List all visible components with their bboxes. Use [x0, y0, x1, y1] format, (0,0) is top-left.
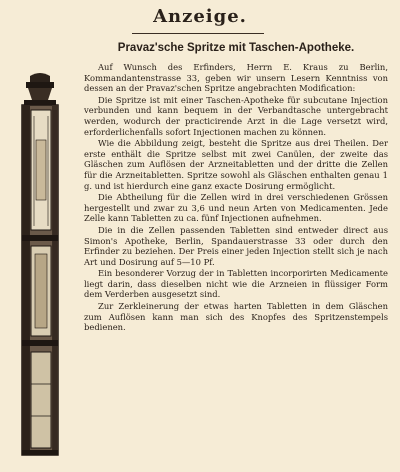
- title-divider: [132, 33, 264, 34]
- article-body: [84, 62, 388, 334]
- paragraph: Zur Zerkleinerung der etwas harten Tabletten in dem Gläschen zum Auflösen kann man sich des Knopfes des Spritzenstempels bedienen.: [84, 301, 388, 333]
- paragraph: Die Abtheilung für die Zellen wird in drei verschiedenen Grössen hergestellt und zwar zu 3,6 und neun Arten von Medicamenten. Jede Zelle kann Tabletten zu ca. fünf Injectionen aufnehmen.: [84, 192, 388, 224]
- paragraph: Wie die Abbildung zeigt, besteht die Spritze aus drei Theilen. Der erste enthält die Spritze selbst mit zwei Canülen, der zweite das Gläschen zum Auflösen der Arzneitabletten und der dritte die Zellen für die Arzneitabletten. Spritze sowohl als Gläschen enthalten genau 1 g. und ist hierdurch eine ganz exacte Dosirung ermöglicht.: [84, 138, 388, 191]
- paragraph: Ein besonderer Vorzug der in Tabletten incorporirten Medicamente liegt darin, dass dieselben nicht wie die Arzneien in flüssiger Form dem Verderben ausgesetzt sind.: [84, 268, 388, 300]
- paragraph: Die in die Zellen passenden Tabletten sind entweder direct aus Simon's Apotheke, Berlin, Spandauerstrasse 33 oder durch den Erfinder zu beziehen. Der Preis einer jeden Injection stellt sich je nach Art und Dosirung auf 5—10 Pf.: [84, 224, 388, 267]
- syringe-knob: [24, 73, 56, 105]
- syringe-illustration: [12, 70, 68, 466]
- paragraph: Die Spritze ist mit einer Taschen-Apotheke für subcutane Injection verbunden und kann bequem in der Verbandtasche untergebracht werden, wodurch der practicirende Arzt in die Lage versetzt wird, erforderlichenfalls sofort Injectionen machen zu können.: [84, 94, 388, 137]
- syringe-body: [22, 105, 58, 455]
- paragraph: Auf Wunsch des Erfinders, Herrn E. Kraus zu Berlin, Kommandantenstrasse 33, geben wir unsern Lesern Kenntniss von dessen an der Pravaz'schen Spritze angebrachten Modification:: [84, 62, 388, 94]
- page-title: Anzeige.: [153, 6, 247, 27]
- article-title: Pravaz'sche Spritze mit Taschen-Apotheke.: [117, 42, 355, 54]
